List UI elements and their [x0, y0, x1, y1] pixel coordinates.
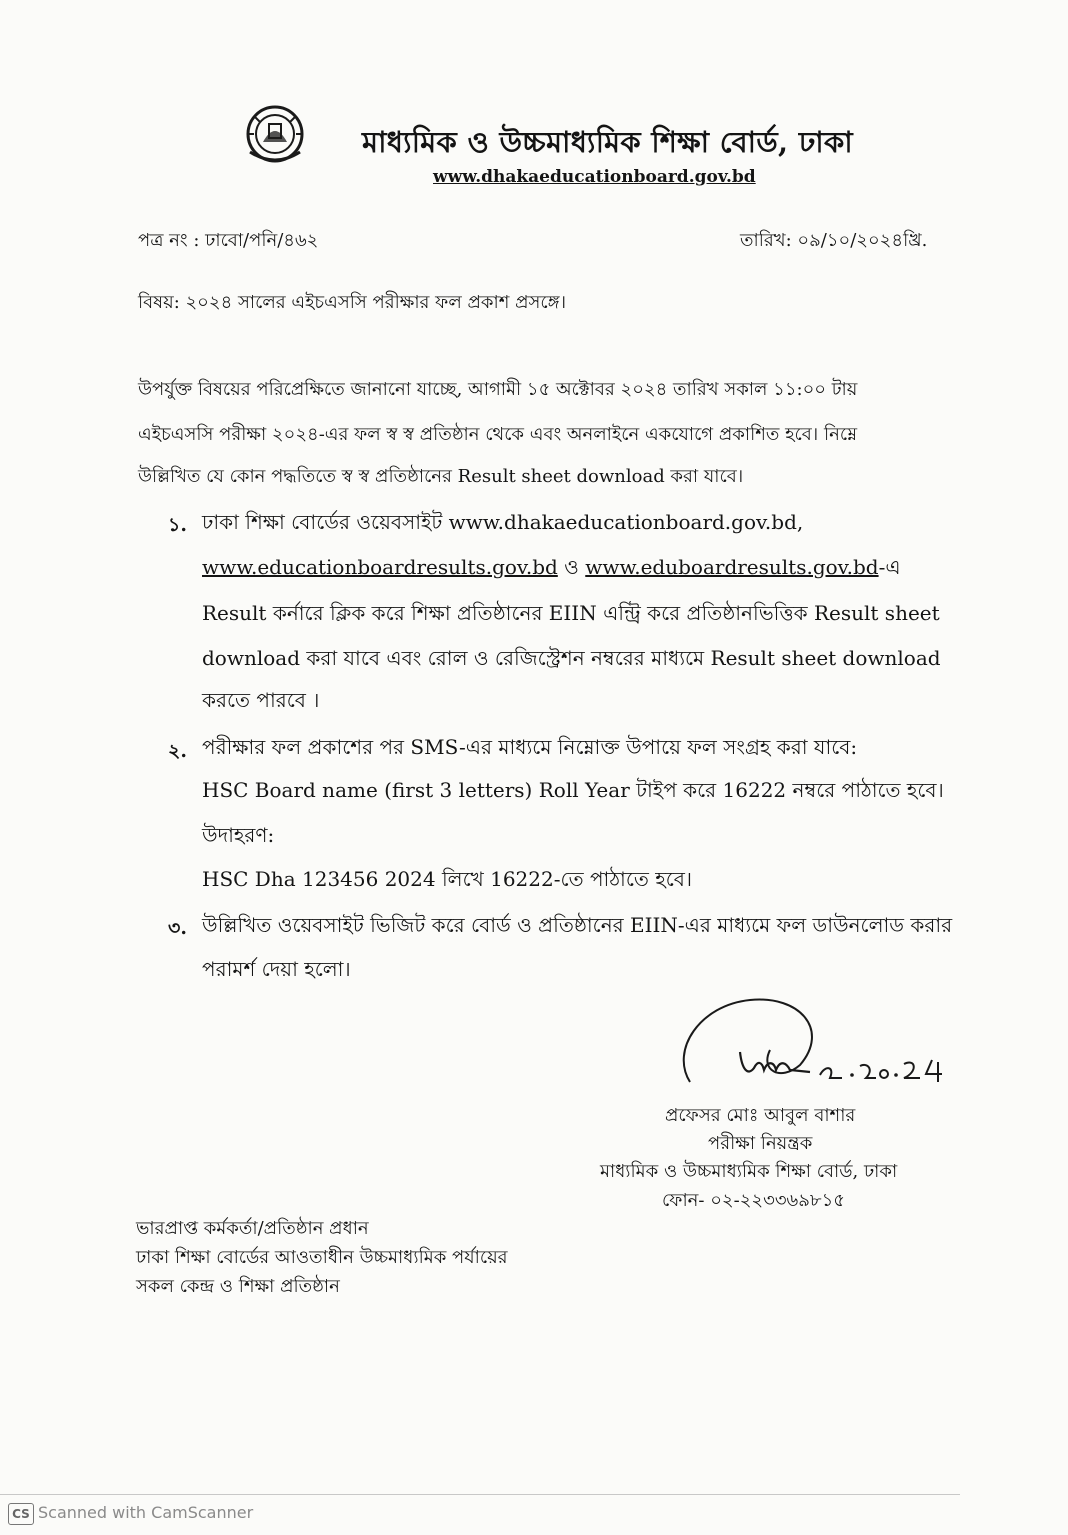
eduboard-results-link[interactable]: www.eduboardresults.gov.bd [585, 555, 879, 579]
recipient-line-1: ভারপ্রাপ্ত কর্মকর্তা/প্রতিষ্ঠান প্রধান [136, 1218, 369, 1239]
item-1-line-4: download করা যাবে এবং রোল ও রেজিস্ট্রেশন নম্বরের মাধ্যমে Result sheet download [202, 646, 941, 670]
item-1-number: ১. [168, 514, 187, 536]
footer-divider [0, 1494, 960, 1495]
item-3-number: ৩. [168, 917, 187, 939]
item-1-line-2 [202, 553, 901, 586]
board-website-link[interactable]: www.dhakaeducationboard.gov.bd [433, 167, 756, 187]
education-board-results-link[interactable]: www.educationboardresults.gov.bd [202, 555, 558, 579]
body-line-2: এইচএসসি পরীক্ষা ২০২৪-এর ফল স্ব স্ব প্রতিষ্ঠান থেকে এবং অনলাইনে একযোগে প্রকাশিত হবে। নিম্নে [138, 424, 858, 445]
item-1-line-3: Result কর্নারে ক্লিক করে শিক্ষা প্রতিষ্ঠানের EIIN এন্ট্রি করে প্রতিষ্ঠানভিত্তিক Result sheet [202, 601, 940, 625]
item-2-example-label: উদাহরণ: [202, 823, 275, 847]
scanner-watermark: Scanned with CamScanner [38, 1503, 254, 1522]
item-3-line-2: পরামর্শ দেয়া হলো। [202, 957, 351, 981]
board-name-heading: মাধ্যমিক ও উচ্চমাধ্যমিক শিক্ষা বোর্ড, ঢাকা [362, 125, 853, 159]
item-2-number: ২. [168, 740, 187, 762]
body-line-1: উপর্যুক্ত বিষয়ের পরিপ্রেক্ষিতে জানানো যাচ্ছে, আগামী ১৫ অক্টোবর ২০২৪ তারিখ সকাল ১১:০০ টায় [138, 379, 858, 400]
signatory-name: প্রফেসর মোঃ আবুল বাশার [665, 1105, 856, 1126]
signatory-office: মাধ্যমিক ও উচ্চমাধ্যমিক শিক্ষা বোর্ড, ঢাকা [600, 1161, 898, 1182]
memo-number: পত্র নং : ঢাবো/পনি/৪৬২ [138, 230, 319, 251]
item-1-connector: ও [557, 555, 586, 579]
item-2-line-4: HSC Dha 123456 2024 লিখে 16222-তে পাঠাতে হবে। [202, 867, 693, 891]
item-1-suffix: -এ [878, 555, 901, 579]
item-1-line-1: ঢাকা শিক্ষা বোর্ডের ওয়েবসাইট www.dhakaeducationboard.gov.bd, [202, 510, 804, 534]
signatory-designation: পরীক্ষা নিয়ন্ত্রক [708, 1133, 813, 1154]
signatory-phone: ফোন- ০২-২২৩৩৬৯৮১৫ [662, 1190, 845, 1211]
board-seal-logo [242, 102, 308, 170]
recipient-line-2: ঢাকা শিক্ষা বোর্ডের আওতাধীন উচ্চমাধ্যমিক পর্যায়ের [136, 1247, 508, 1268]
item-2-line-1: পরীক্ষার ফল প্রকাশের পর SMS-এর মাধ্যমে নিম্নোক্ত উপায়ে ফল সংগ্রহ করা যাবে: [202, 735, 858, 759]
item-3-line-1: উল্লিখিত ওয়েবসাইট ভিজিট করে বোর্ড ও প্রতিষ্ঠানের EIIN-এর মাধ্যমে ফল ডাউনলোড করার [202, 913, 953, 937]
subject-line: বিষয়: ২০২৪ সালের এইচএসসি পরীক্ষার ফল প্রকাশ প্রসঙ্গে। [138, 292, 567, 313]
item-1-line-5: করতে পারবে । [202, 688, 320, 712]
body-line-3: উল্লিখিত যে কোন পদ্ধতিতে স্ব স্ব প্রতিষ্ঠানের Result sheet download করা যাবে। [138, 466, 744, 487]
item-2-line-2: HSC Board name (first 3 letters) Roll Year টাইপ করে 16222 নম্বরে পাঠাতে হবে। [202, 778, 944, 802]
memo-date: তারিখ: ০৯/১০/২০২৪খ্রি. [740, 230, 928, 251]
recipient-line-3: সকল কেন্দ্র ও শিক্ষা প্রতিষ্ঠান [136, 1276, 340, 1297]
camscanner-logo-icon: CS [8, 1503, 34, 1525]
handwritten-signature [670, 990, 960, 1090]
